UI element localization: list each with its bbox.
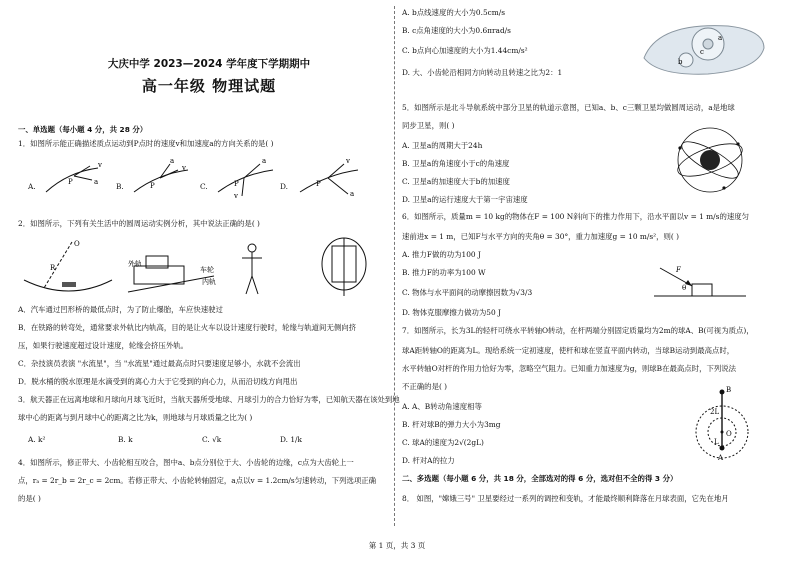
q6-option-d: D. 物体克服摩擦力做功为50 J <box>402 308 501 317</box>
svg-text:a: a <box>350 190 355 198</box>
question-1: 1．如图所示能正确描述质点运动到P点时的速度v和加速度a的方向关系的是( ) <box>18 139 274 148</box>
question-3-line1: 3．航天器正在远离地球和月球向月球飞近时，当航天器所受地球、月球引力的合力恰好为零，已知航天器在该处到地 <box>18 395 400 404</box>
q6-option-c: C. 物体与水平面间的动摩擦因数为√3/3 <box>402 288 533 297</box>
svg-text:v: v <box>346 157 350 165</box>
question-8: 8． 如图，"嫦娥三号" 卫星要经过一系列的调控和变轨，才能最终顺利降落在月球表面，它先在地月 <box>402 494 729 503</box>
q5-option-b: B. 卫星a的角速度小于c的角速度 <box>402 159 510 168</box>
q7-option-a: A. A、B转动角速度相等 <box>402 402 482 411</box>
svg-text:v: v <box>234 192 238 200</box>
q1-figures <box>38 157 398 200</box>
q2-option-c: C．杂技演员表演 "水流星"，当 "水流星"通过最高点时只要速度足够小，水就不会流出 <box>18 359 301 368</box>
inner-rail-label: 内轨 <box>202 278 216 286</box>
q7-option-d: D. 杆对A的拉力 <box>402 456 455 465</box>
ball-b-label: B <box>726 386 732 394</box>
q3-option-a: A. k² <box>28 435 46 444</box>
q3-option-d: D. 1/k <box>280 435 303 444</box>
q5-option-c: C. 卫星a的加速度大于b的加速度 <box>402 177 510 186</box>
question-7-line4: 不正确的是( ) <box>402 382 448 391</box>
rotating-rod-figure <box>688 386 768 462</box>
length-2l-label: 2L <box>710 408 720 416</box>
q7-option-c: C. 球A的速度为2√(2gL) <box>402 438 484 447</box>
q2-option-b-line1: B．在铁路的转弯处，通常要求外轨比内轨高，目的是让火车以设计速度行驶时，轮缘与轨道间无侧向挤 <box>18 323 357 332</box>
page-footer: 第 1 页，共 3 页 <box>368 541 426 550</box>
q6-option-a: A. 推力F做的功为100 J <box>402 250 481 259</box>
svg-text:a: a <box>262 157 267 165</box>
q2-figures <box>24 236 384 300</box>
q1-option-b: B. <box>116 182 124 191</box>
section-multi-choice: 二、多选题（每小题 6 分，共 18 分，全部选对的得 6 分，选对但不全的得 3 分） <box>402 474 678 483</box>
question-7-line2: 球A距转轴O的距离为L。现给系统一定初速度，使杆和球在竖直平面内转动，当球B运动到最高点时， <box>402 346 735 355</box>
school-title: 大庆中学 2023—2024 学年度下学期期中 <box>107 58 311 70</box>
question-7-line1: 7．如图所示，长为3L的轻杆可绕水平转轴O转动，在杆两端分别固定质量均为2m的球A、B(可视为质点)， <box>402 326 754 335</box>
svg-text:v: v <box>182 164 186 172</box>
q4-option-b: B. c点角速度的大小为0.6πrad/s <box>402 26 511 35</box>
svg-text:v: v <box>98 161 102 169</box>
force-label: F <box>676 266 681 274</box>
question-3-line2: 球中心的距离与到月球中心的距离之比为k，则地球与月球质量之比为( ) <box>18 413 253 422</box>
axis-o-label: O <box>726 430 732 438</box>
q5-option-a: A. 卫星a的周期大于24h <box>402 141 483 150</box>
correction-tape-figure <box>638 18 768 82</box>
q4-option-a: A. b点线速度的大小为0.5cm/s <box>402 8 506 17</box>
question-2: 2．如图所示，下列有关生活中的圆周运动实例分析，其中说法正确的是( ) <box>18 219 260 228</box>
satellite-orbits-figure <box>664 126 760 198</box>
question-6-line2: 速前进x = 1 m，已知F与水平方向的夹角θ = 30°，重力加速度g = 10 m/s²，则( ) <box>402 232 680 241</box>
tape-label-a: a <box>718 34 723 42</box>
q1-option-d: D. <box>280 182 289 191</box>
exam-title: 高一年级 物理试题 <box>141 77 277 95</box>
tape-label-c: c <box>700 48 704 56</box>
q5-option-d: D. 卫星a的运行速度大于第一宇宙速度 <box>402 195 528 204</box>
ball-a-label: A <box>718 454 724 462</box>
q6-option-b: B. 推力F的功率为100 W <box>402 268 486 277</box>
question-5-line2: 同步卫星，则( ) <box>402 121 455 130</box>
svg-text:P: P <box>234 180 239 188</box>
question-6-line1: 6．如图所示，质量m = 10 kg的物体在F = 100 N斜向下的推力作用下，沿水平面以v = 1 m/s的速度匀 <box>402 212 750 221</box>
q4-option-d: D. 大、小齿轮沿相同方向转动且转速之比为2：1 <box>402 68 563 77</box>
svg-text:P: P <box>150 182 155 190</box>
q3-option-b: B. k <box>118 435 133 444</box>
svg-text:P: P <box>68 178 73 186</box>
q1-option-c: C. <box>200 182 208 191</box>
svg-text:O: O <box>74 240 80 248</box>
svg-text:a: a <box>170 157 175 165</box>
question-4-line3: 的是( ) <box>18 494 41 503</box>
tape-label-b: b <box>678 58 683 66</box>
q2-option-d: D．脱水桶的脱水原理是水滴受到的离心力大于它受到的向心力，从而沿切线方向甩出 <box>18 377 298 386</box>
q7-option-b: B. 杆对球B的弹力大小为3mg <box>402 420 501 429</box>
svg-text:a: a <box>94 178 99 186</box>
section-single-choice: 一、单选题（每小题 4 分，共 28 分） <box>18 125 148 134</box>
outer-rail-label: 外轨 <box>128 260 142 268</box>
svg-text:R: R <box>50 264 56 272</box>
length-l-label: L <box>714 438 719 446</box>
q4-option-c: C. b点向心加速度的大小为1.44cm/s² <box>402 46 528 55</box>
svg-text:P: P <box>316 180 321 188</box>
wheel-label: 车轮 <box>200 266 214 274</box>
angle-label: θ <box>682 284 687 292</box>
question-7-line3: 水平转轴O对杆的作用力恰好为零，忽略空气阻力。已知重力加速度为g，则球B在最高点时，下列说法 <box>402 364 737 373</box>
q1-option-a: A. <box>28 182 36 191</box>
question-5-line1: 5．如图所示是北斗导航系统中部分卫星的轨道示意图，已知a、b、c三颗卫星均做圆周运动，a是地球 <box>402 103 735 112</box>
q2-option-a: A．汽车通过凹形桥的最低点时，为了防止爆胎，车应快速驶过 <box>18 305 223 314</box>
block-force-figure <box>654 260 754 300</box>
column-divider <box>394 6 395 526</box>
q3-option-c: C. √k <box>202 435 222 444</box>
question-4-line2: 点，rₐ = 2r_b = 2r_c = 2cm。若修正带大、小齿轮转轴固定，a点以v = 1.2cm/s匀速转动，下列选项正确 <box>18 476 377 485</box>
question-4-line1: 4．如图所示，修正带大、小齿轮相互咬合，图中a、b点分别位于大、小齿轮的边缘，c点为大齿轮上一 <box>18 458 354 467</box>
q2-option-b-line2: 压，如果行驶速度超过设计速度，轮缘会挤压外轨。 <box>18 341 188 350</box>
